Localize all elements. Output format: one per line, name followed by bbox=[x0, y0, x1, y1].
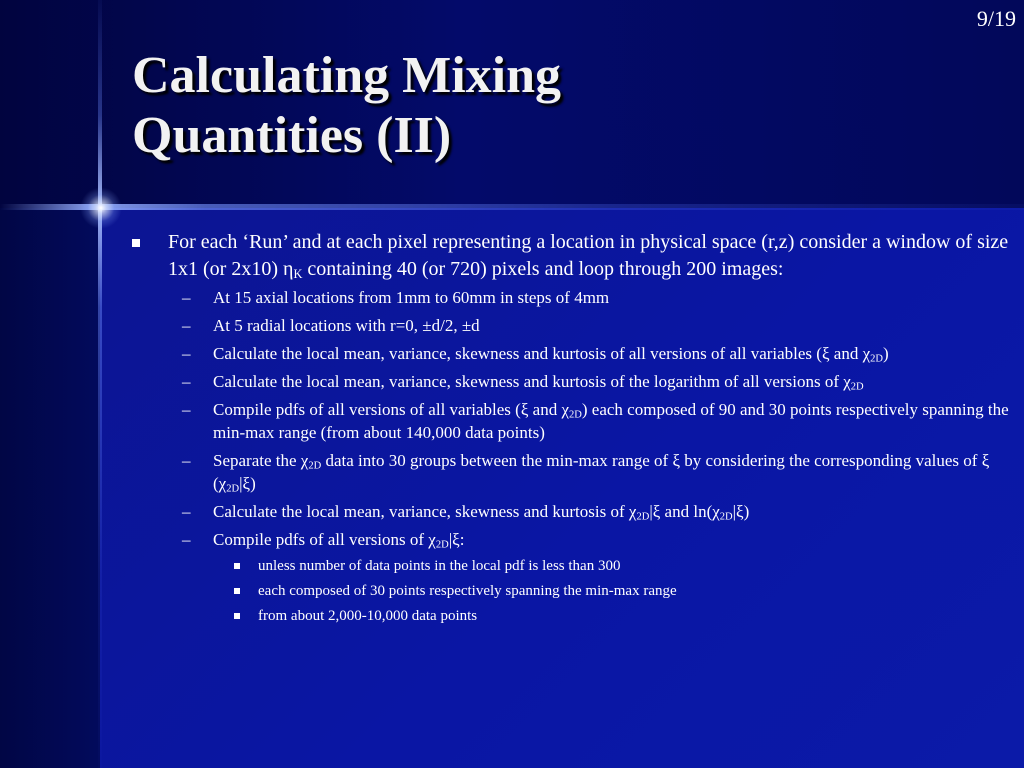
dash-bullet-icon: – bbox=[182, 400, 191, 419]
subscript-2d: 2D bbox=[636, 511, 650, 523]
sub-bullet-text-cont: |ξ and ln(χ bbox=[649, 502, 720, 521]
sub-bullet-text: Calculate the local mean, variance, skewness and kurtosis of the logarithm of all versions of χ bbox=[213, 372, 851, 391]
sub-bullet-4 bbox=[132, 370, 1012, 393]
subscript-2d: 2D bbox=[569, 409, 582, 421]
sub-bullet-text-cont: |ξ: bbox=[448, 530, 465, 549]
sub-bullet-text-end: |ξ) bbox=[732, 502, 750, 521]
sub-bullet-text-cont: data into 30 groups between the min-max range of ξ by considering the corresponding values of ξ (χ bbox=[213, 451, 990, 493]
dash-bullet-icon: – bbox=[182, 372, 191, 391]
main-bullet-text: For each ‘Run’ and at each pixel representing a location in physical space (r,z) consider a window of size 1x1 (or 2x10) η bbox=[168, 231, 1009, 280]
left-margin-background bbox=[0, 208, 100, 768]
subscript-2d: 2D bbox=[870, 353, 884, 365]
square-bullet-icon bbox=[234, 588, 240, 594]
square-bullet-icon bbox=[234, 613, 240, 619]
sub-sub-bullet-text: unless number of data points in the local pdf is less than 300 bbox=[258, 558, 621, 574]
sub-bullet-3 bbox=[132, 342, 1012, 365]
main-bullet bbox=[132, 229, 1012, 283]
dash-bullet-icon: – bbox=[182, 316, 191, 335]
sub-bullet-text: At 5 radial locations with r=0, ±d/2, ±d bbox=[213, 316, 480, 335]
page-number: 9/19 bbox=[976, 6, 1016, 31]
main-bullet-text-cont: containing 40 (or 720) pixels and loop through 200 images: bbox=[302, 258, 784, 280]
sub-bullet-8 bbox=[132, 528, 1012, 551]
slide-body bbox=[132, 229, 1012, 631]
vertical-glow-line bbox=[98, 0, 102, 768]
sub-sub-bullet-2 bbox=[132, 581, 1012, 601]
sub-bullet-text-end: |ξ) bbox=[239, 474, 256, 493]
subscript-2d: 2D bbox=[308, 460, 322, 472]
title-line-1: Calculating Mixing bbox=[132, 47, 562, 104]
dash-bullet-icon: – bbox=[182, 344, 191, 363]
dash-bullet-icon: – bbox=[182, 530, 191, 549]
subscript-2d: 2D bbox=[226, 483, 240, 495]
sub-bullet-6 bbox=[132, 449, 1012, 495]
main-bullet-subscript: K bbox=[293, 267, 303, 282]
dash-bullet-icon: – bbox=[182, 288, 191, 307]
sub-bullet-text: At 15 axial locations from 1mm to 60mm in steps of 4mm bbox=[213, 288, 610, 307]
sub-sub-bullet-text: each composed of 30 points respectively spanning the min-max range bbox=[258, 583, 677, 599]
sub-sub-bullet-1 bbox=[132, 556, 1012, 576]
sub-bullet-1 bbox=[132, 286, 1012, 309]
sub-bullet-text: Calculate the local mean, variance, skewness and kurtosis of χ bbox=[213, 502, 637, 521]
dash-bullet-icon: – bbox=[182, 451, 191, 470]
sub-bullet-text-cont: ) bbox=[883, 344, 889, 363]
sub-bullet-2 bbox=[132, 314, 1012, 337]
sub-sub-bullet-text: from about 2,000-10,000 data points bbox=[258, 608, 478, 624]
sub-bullet-5 bbox=[132, 398, 1012, 444]
sub-bullet-text-cont: ) each composed of 90 and 30 points respectively spanning the min-max range (from about 140,000 data points) bbox=[213, 400, 1009, 442]
sub-bullet-text: Compile pdfs of all versions of all variables (ξ and χ bbox=[213, 400, 569, 419]
title-line-2: Quantities (II) bbox=[132, 107, 452, 164]
square-bullet-icon bbox=[132, 239, 140, 247]
square-bullet-icon bbox=[234, 563, 240, 569]
subscript-2d: 2D bbox=[850, 381, 864, 393]
dash-bullet-icon: – bbox=[182, 502, 191, 521]
sub-bullet-text: Separate the χ bbox=[213, 451, 309, 470]
sub-bullet-text: Compile pdfs of all versions of χ bbox=[213, 530, 436, 549]
sub-sub-bullet-3 bbox=[132, 606, 1012, 626]
subscript-2d: 2D bbox=[719, 511, 733, 523]
slide-title bbox=[132, 46, 561, 166]
sub-bullet-7 bbox=[132, 500, 1012, 523]
sub-bullet-text: Calculate the local mean, variance, skewness and kurtosis of all versions of all variables (ξ and χ bbox=[213, 344, 871, 363]
subscript-2d: 2D bbox=[435, 539, 449, 551]
sparkle-icon bbox=[80, 187, 122, 229]
horizontal-glow-line bbox=[0, 204, 1024, 210]
